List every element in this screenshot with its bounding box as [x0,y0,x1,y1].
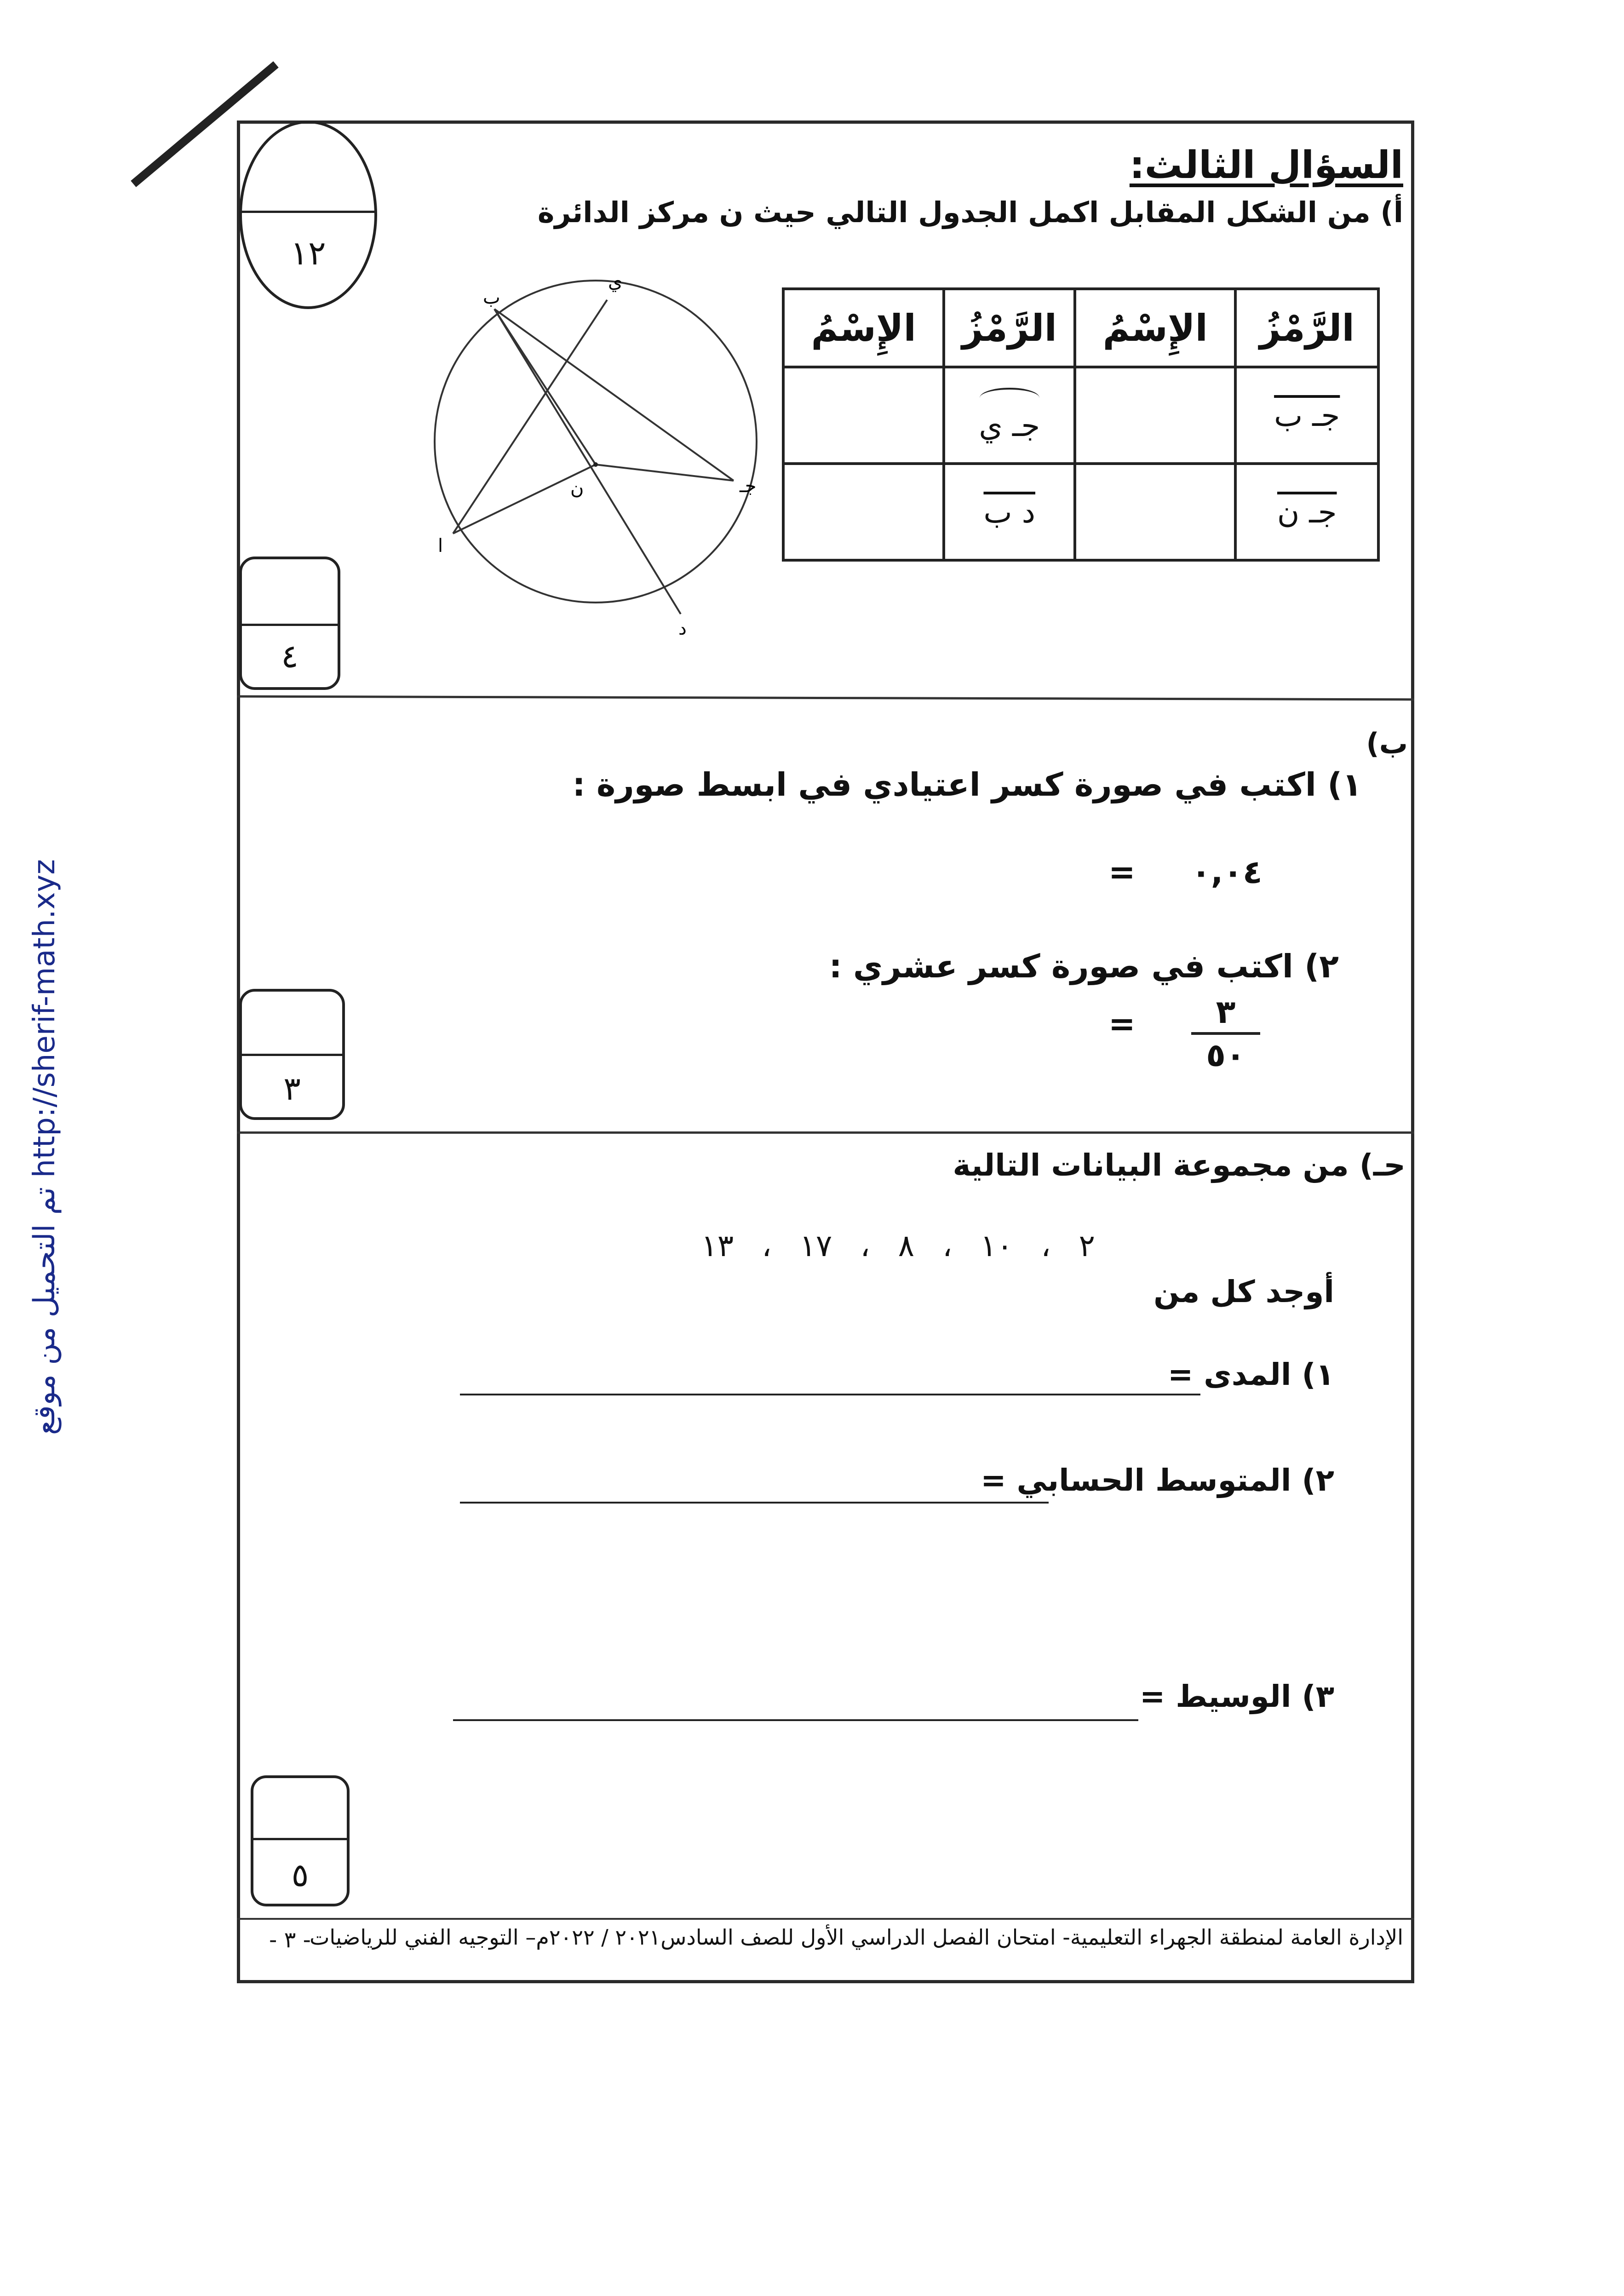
part-b-label: ب) [1366,727,1408,760]
total-score-value: ١٢ [290,234,326,272]
range-label: المدى = [1168,1357,1291,1392]
part-c-intro-text: من مجموعة البيانات التالية [953,1148,1349,1183]
part-a-score-box [239,557,340,690]
total-score-oval [239,121,377,309]
circle-figure [414,267,809,635]
part-b-q2 [829,947,1339,985]
part-b-q2-fraction [1191,993,1260,1073]
median-label: الوسيط = [1139,1679,1291,1714]
segment-nj [596,465,734,481]
footer-text: الإدارة العامة لمنطقة الجهراء التعليمية- امتحان الفصل الدراسي الأول للصف السادس٢٠٢١ / ٢٠٢٢م– التوجيه الفني للرياضيات [310,1925,1403,1950]
part-b-q1-expr: ٠,٠٤ [1191,853,1262,891]
part-c-score: ٥ [291,1856,309,1894]
table-header-symbol-2: الرَّمْزُ [944,289,1075,367]
fraction-bar [1191,1032,1260,1035]
data-values: ٢ ، ١٠ ، ٨ ، ١٧ ، ١٣ [701,1228,1095,1263]
find-label: أوجد كل من [1153,1274,1334,1309]
part-b-q1-eq: = [1108,853,1136,891]
label-j: جـ [740,476,757,497]
label-b: ب [483,287,500,308]
part-c-score-box [251,1775,350,1906]
label-a: ا [438,535,443,557]
circle [435,281,757,603]
table-cell: جـ ن [1235,464,1378,560]
part-b-score-box [239,989,345,1120]
table-cell: جـ ي [944,367,1075,464]
table-cell-answer[interactable] [783,367,944,464]
mean-item [981,1463,1334,1498]
range-answer-line[interactable] [460,1394,1200,1395]
fraction-numerator: ٣ [1216,993,1236,1031]
table-cell: د ب [944,464,1075,560]
part-a-text: من الشكل المقابل اكمل الجدول التالي حيث ن مركز الدائرة [537,195,1371,229]
mean-label: المتوسط الحسابي = [981,1463,1291,1498]
mean-num: ٢) [1302,1463,1334,1498]
table-cell-answer[interactable] [1075,464,1235,560]
part-b-q2-text: اكتب في صورة كسر عشري : [829,947,1293,985]
part-b-q1-num: ١) [1327,766,1362,804]
median-answer-line[interactable] [453,1719,1138,1721]
part-c-intro [953,1148,1406,1183]
mean-answer-line[interactable] [460,1502,1049,1504]
part-b-score: ٣ [283,1070,301,1108]
chord-ba [494,309,681,614]
part-b-q1 [573,766,1362,804]
footer-divider [237,1918,1414,1920]
range-num: ١) [1302,1357,1334,1392]
page-number: - ٣ - [269,1927,311,1953]
center-point [593,462,598,467]
part-a-instruction [538,195,1403,229]
label-n: ن [570,478,584,499]
question-title: السؤال الثالث: [1129,144,1403,187]
table-header-symbol-1: الرَّمْزُ [1235,289,1378,367]
part-c-label: حـ) [1359,1148,1406,1183]
part-a-label: أ) [1380,195,1403,229]
range-item [1168,1357,1334,1392]
segment-ny [494,309,596,465]
table-header-name-1: الإِسْمُ [1075,289,1235,367]
part-a-score: ٤ [281,637,298,675]
table-cell: جـ ب [1235,367,1378,464]
median-num: ٣) [1302,1679,1334,1714]
divider-b-c [237,1131,1414,1134]
part-b-q1-text: اكتب في صورة كسر اعتيادي في ابسط صورة : [572,766,1316,804]
symbols-table [782,287,1380,562]
table-header-name-2: الإِسْمُ [783,289,944,367]
label-y: ي [608,271,623,292]
table-cell-answer[interactable] [1075,367,1235,464]
side-watermark: تم التحميل من موقع http://sherif-math.xyz [28,859,62,1435]
table-cell-answer[interactable] [783,464,944,560]
part-b-q2-eq: = [1108,1005,1136,1043]
segment-an [453,465,596,534]
median-item [1140,1679,1334,1714]
chord-bj [494,309,734,481]
label-d: د [678,618,687,635]
part-b-q2-num: ٢) [1304,947,1339,985]
fraction-denominator: ٥٠ [1206,1036,1245,1074]
